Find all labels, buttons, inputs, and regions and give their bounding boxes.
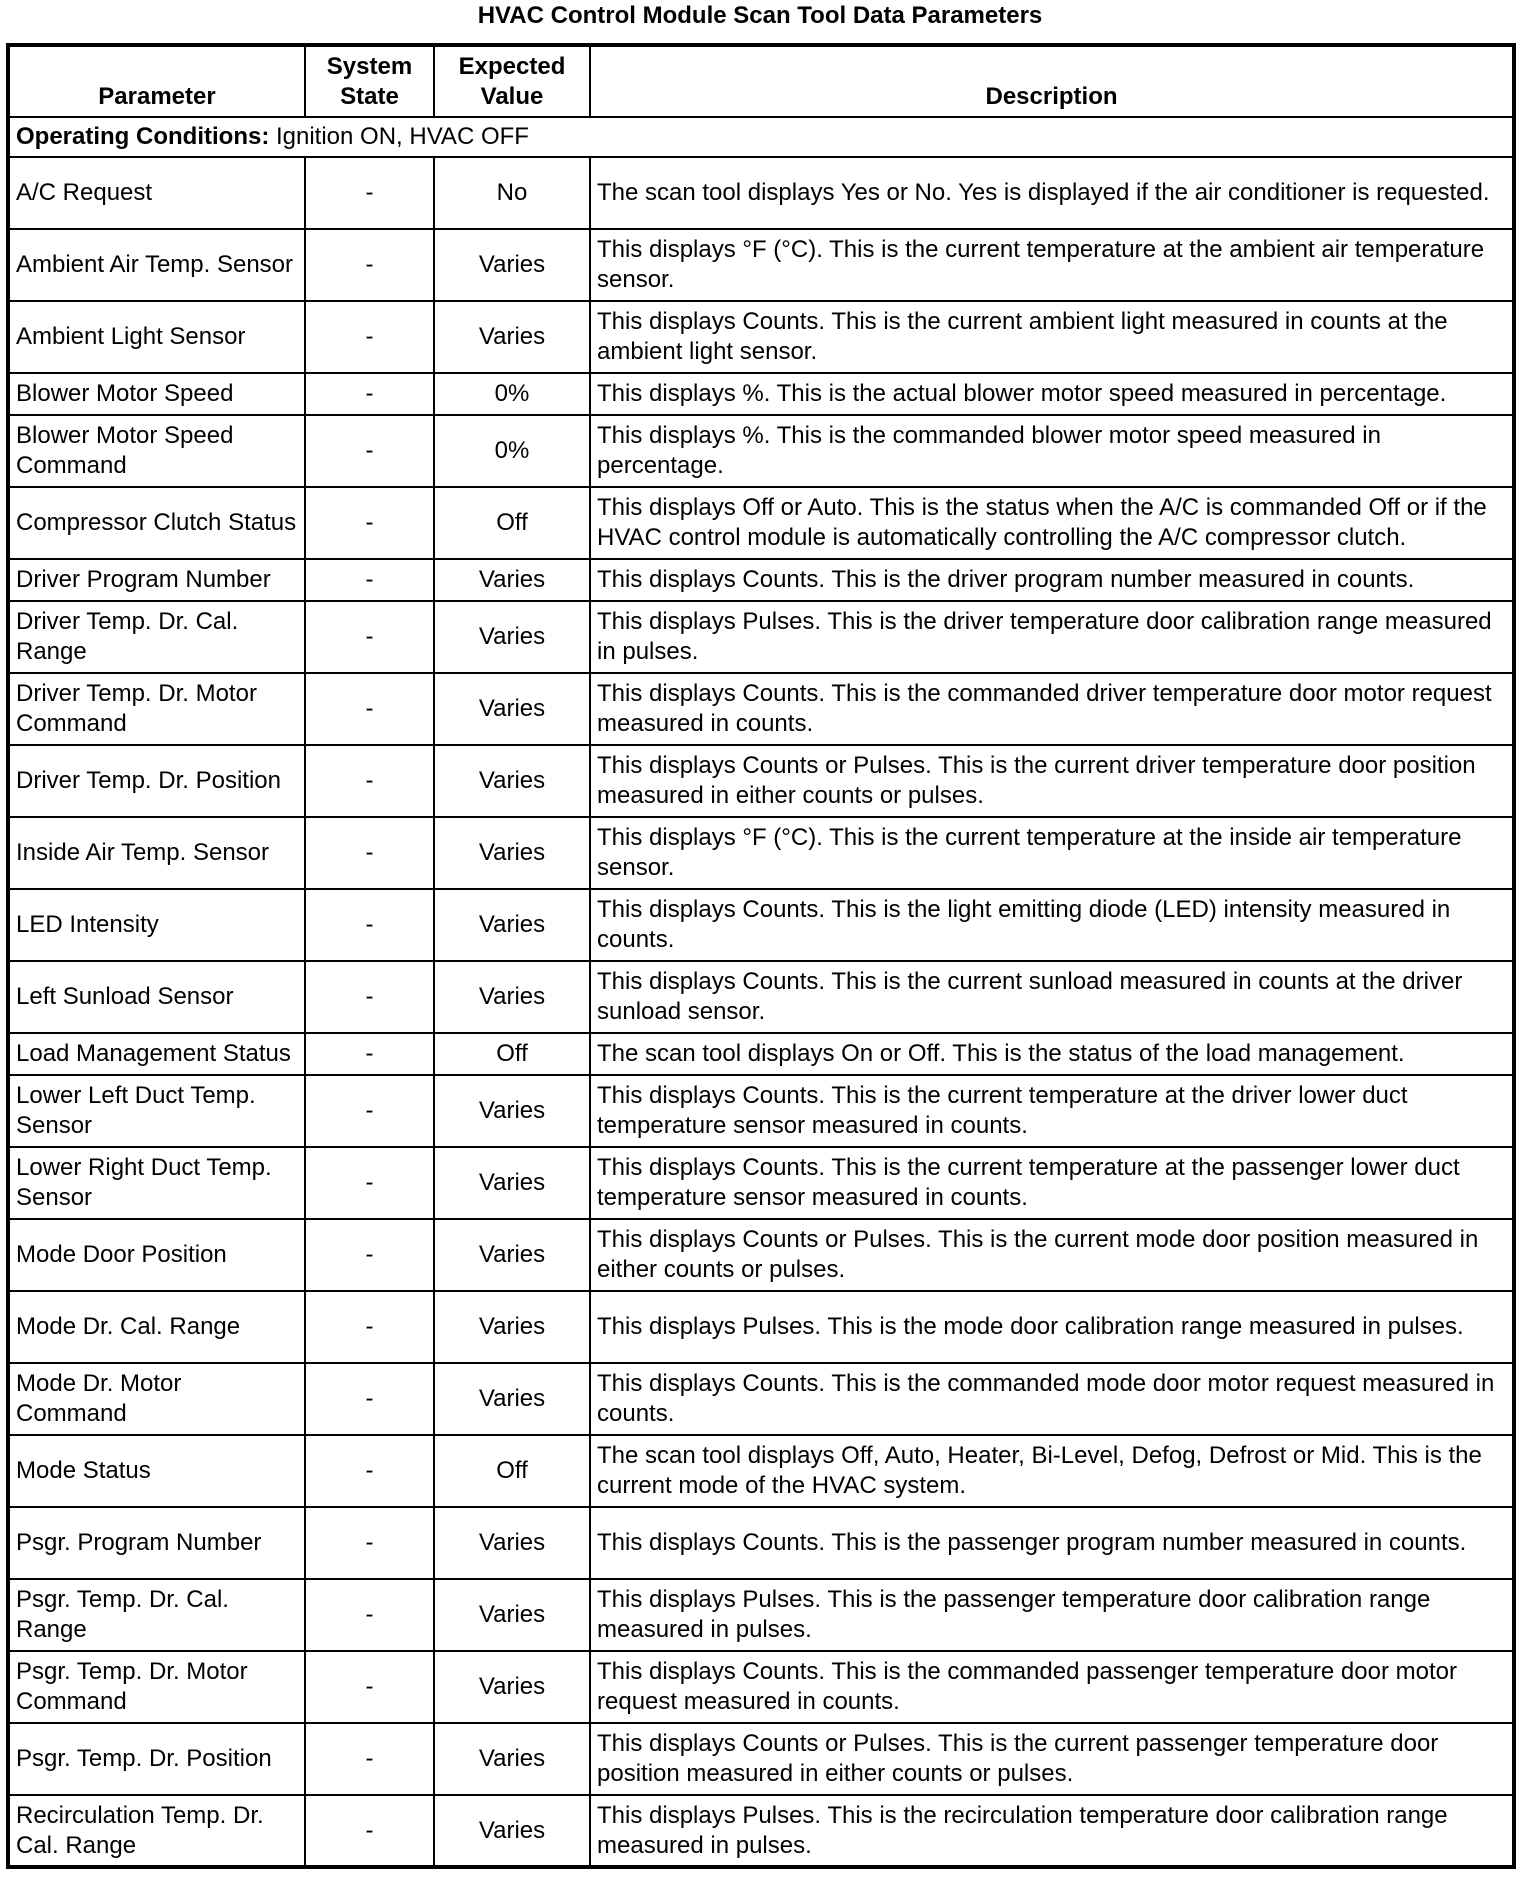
description-cell: This displays °F (°C). This is the current temperature at the inside air temperature sensor. [590,817,1514,889]
description-cell: The scan tool displays Off, Auto, Heater, Bi-Level, Defog, Defrost or Mid. This is the current mode of the HVAC system. [590,1435,1514,1507]
system-state-cell: - [305,673,434,745]
operating-conditions-row [8,117,1514,157]
description-cell: This displays Counts. This is the current ambient light measured in counts at the ambient light sensor. [590,301,1514,373]
expected-value-cell: Varies [434,1723,590,1795]
expected-value-cell: Varies [434,745,590,817]
description-cell: This displays Counts. This is the current sunload measured in counts at the driver sunload sensor. [590,961,1514,1033]
table-row [8,1147,1514,1219]
system-state-cell: - [305,559,434,601]
parameter-cell: Left Sunload Sensor [8,961,305,1033]
table-row [8,1291,1514,1363]
parameter-cell: Mode Door Position [8,1219,305,1291]
table-row [8,1075,1514,1147]
table-row [8,559,1514,601]
expected-value-cell: Varies [434,559,590,601]
expected-value-cell: Varies [434,1651,590,1723]
description-cell: This displays Pulses. This is the recirculation temperature door calibration range measured in pulses. [590,1795,1514,1867]
description-cell: This displays Counts. This is the current temperature at the passenger lower duct temperature sensor measured in counts. [590,1147,1514,1219]
table-row [8,745,1514,817]
table-body [8,117,1514,1867]
expected-value-cell: Varies [434,817,590,889]
description-cell: This displays Counts. This is the current temperature at the driver lower duct temperature sensor measured in counts. [590,1075,1514,1147]
table-row [8,1033,1514,1075]
table-row [8,487,1514,559]
system-state-cell: - [305,1219,434,1291]
expected-value-cell: Varies [434,1579,590,1651]
system-state-cell: - [305,1723,434,1795]
description-cell: This displays Counts. This is the driver program number measured in counts. [590,559,1514,601]
description-cell: This displays %. This is the actual blower motor speed measured in percentage. [590,373,1514,415]
operating-conditions-value: Ignition ON, HVAC OFF [269,123,529,150]
description-cell: This displays Counts. This is the commanded driver temperature door motor request measured in counts. [590,673,1514,745]
table-row [8,1723,1514,1795]
parameter-cell: Lower Right Duct Temp. Sensor [8,1147,305,1219]
parameter-cell: Load Management Status [8,1033,305,1075]
parameter-cell: Lower Left Duct Temp. Sensor [8,1075,305,1147]
parameter-cell: Driver Temp. Dr. Cal. Range [8,601,305,673]
expected-value-cell: Varies [434,229,590,301]
expected-value-cell: Varies [434,1075,590,1147]
parameter-cell: Psgr. Temp. Dr. Position [8,1723,305,1795]
description-cell: The scan tool displays Yes or No. Yes is displayed if the air conditioner is requested. [590,157,1514,229]
table-row [8,961,1514,1033]
table-row [8,1795,1514,1867]
header-description: Description [590,45,1514,117]
table-row [8,1651,1514,1723]
description-cell: This displays Pulses. This is the mode door calibration range measured in pulses. [590,1291,1514,1363]
description-cell: The scan tool displays On or Off. This is the status of the load management. [590,1033,1514,1075]
parameter-cell: Psgr. Program Number [8,1507,305,1579]
system-state-cell: - [305,1435,434,1507]
expected-value-cell: Varies [434,889,590,961]
system-state-cell: - [305,601,434,673]
system-state-cell: - [305,1579,434,1651]
system-state-cell: - [305,1075,434,1147]
system-state-cell: - [305,415,434,487]
description-cell: This displays Off or Auto. This is the status when the A/C is commanded Off or if the HVAC control module is automatically controlling the A/C compressor clutch. [590,487,1514,559]
table-row [8,889,1514,961]
document-title: HVAC Control Module Scan Tool Data Parameters [477,2,1043,29]
parameter-cell: Driver Temp. Dr. Position [8,745,305,817]
parameters-table [6,43,1516,1869]
system-state-cell: - [305,1363,434,1435]
description-cell: This displays %. This is the commanded blower motor speed measured in percentage. [590,415,1514,487]
table-row [8,229,1514,301]
description-cell: This displays Counts or Pulses. This is the current mode door position measured in either counts or pulses. [590,1219,1514,1291]
description-cell: This displays °F (°C). This is the current temperature at the ambient air temperature sensor. [590,229,1514,301]
table-row [8,1363,1514,1435]
expected-value-cell: No [434,157,590,229]
system-state-cell: - [305,1795,434,1867]
parameter-cell: Ambient Light Sensor [8,301,305,373]
system-state-cell: - [305,889,434,961]
parameter-cell: A/C Request [8,157,305,229]
description-cell: This displays Counts. This is the commanded mode door motor request measured in counts. [590,1363,1514,1435]
system-state-cell: - [305,157,434,229]
expected-value-cell: Off [434,1033,590,1075]
expected-value-cell: Varies [434,1507,590,1579]
description-cell: This displays Counts or Pulses. This is the current passenger temperature door position measured in either counts or pulses. [590,1723,1514,1795]
expected-value-cell: Varies [434,601,590,673]
expected-value-cell: Off [434,487,590,559]
table-row [8,673,1514,745]
description-cell: This displays Counts or Pulses. This is the current driver temperature door position measured in either counts or pulses. [590,745,1514,817]
description-cell: This displays Counts. This is the light emitting diode (LED) intensity measured in counts. [590,889,1514,961]
table-row [8,1219,1514,1291]
expected-value-cell: Varies [434,1363,590,1435]
operating-conditions [8,117,1514,157]
description-cell: This displays Counts. This is the passenger program number measured in counts. [590,1507,1514,1579]
parameter-cell: Mode Dr. Cal. Range [8,1291,305,1363]
system-state-cell: - [305,1651,434,1723]
parameter-cell: Psgr. Temp. Dr. Cal. Range [8,1579,305,1651]
parameter-cell: Psgr. Temp. Dr. Motor Command [8,1651,305,1723]
table-header-row [8,45,1514,117]
system-state-cell: - [305,487,434,559]
parameter-cell: Ambient Air Temp. Sensor [8,229,305,301]
system-state-cell: - [305,229,434,301]
expected-value-cell: Varies [434,1795,590,1867]
table-row [8,373,1514,415]
parameter-cell: Driver Program Number [8,559,305,601]
table-row [8,415,1514,487]
table-row [8,1435,1514,1507]
description-cell: This displays Pulses. This is the passenger temperature door calibration range measured in pulses. [590,1579,1514,1651]
parameter-cell: Blower Motor Speed [8,373,305,415]
system-state-cell: - [305,1507,434,1579]
table-row [8,817,1514,889]
parameter-cell: LED Intensity [8,889,305,961]
expected-value-cell: 0% [434,373,590,415]
system-state-cell: - [305,301,434,373]
table-row [8,1507,1514,1579]
table-row [8,301,1514,373]
parameter-cell: Compressor Clutch Status [8,487,305,559]
parameter-cell: Blower Motor Speed Command [8,415,305,487]
expected-value-cell: Varies [434,1291,590,1363]
expected-value-cell: Off [434,1435,590,1507]
expected-value-cell: Varies [434,961,590,1033]
system-state-cell: - [305,1147,434,1219]
system-state-cell: - [305,961,434,1033]
expected-value-cell: Varies [434,673,590,745]
table-row [8,1579,1514,1651]
parameter-cell: Mode Dr. Motor Command [8,1363,305,1435]
header-parameter: Parameter [8,45,305,117]
table-row [8,601,1514,673]
expected-value-cell: Varies [434,1147,590,1219]
expected-value-cell: Varies [434,1219,590,1291]
operating-conditions-label: Operating Conditions: [16,123,270,150]
parameter-cell: Driver Temp. Dr. Motor Command [8,673,305,745]
expected-value-cell: Varies [434,301,590,373]
expected-value-cell: 0% [434,415,590,487]
system-state-cell: - [305,1033,434,1075]
header-system-state: System State [305,45,434,117]
table-row [8,157,1514,229]
parameter-cell: Mode Status [8,1435,305,1507]
system-state-cell: - [305,817,434,889]
system-state-cell: - [305,1291,434,1363]
system-state-cell: - [305,745,434,817]
description-cell: This displays Pulses. This is the driver temperature door calibration range measured in pulses. [590,601,1514,673]
system-state-cell: - [305,373,434,415]
parameter-cell: Inside Air Temp. Sensor [8,817,305,889]
parameter-cell: Recirculation Temp. Dr. Cal. Range [8,1795,305,1867]
header-expected-value: Expected Value [434,45,590,117]
description-cell: This displays Counts. This is the commanded passenger temperature door motor request measured in counts. [590,1651,1514,1723]
